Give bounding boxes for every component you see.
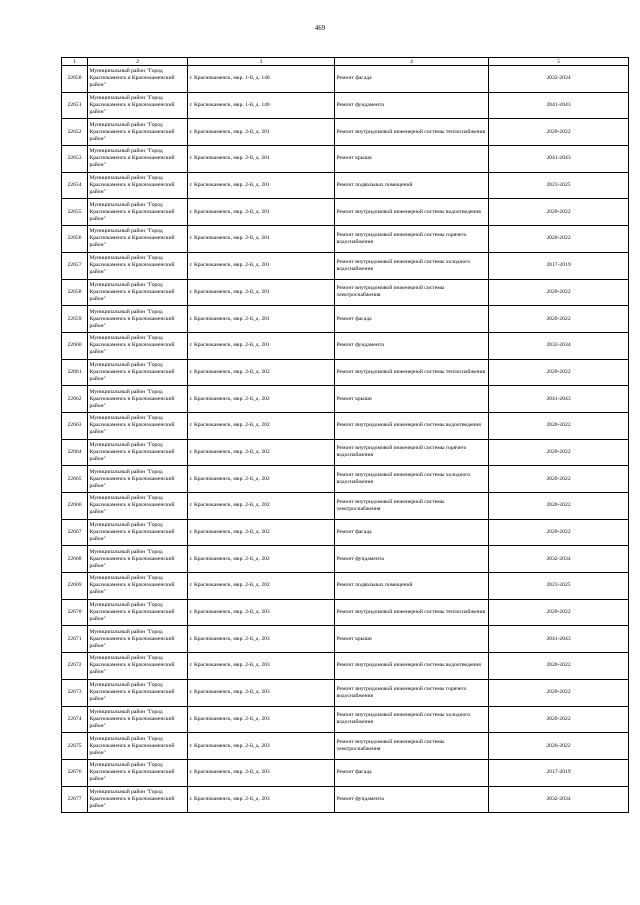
table-row	[62, 786, 629, 813]
column-header: 5	[489, 58, 629, 66]
table-row	[62, 439, 629, 466]
work-type-cell: Ремонт фундамента	[335, 92, 489, 119]
row-number: 22658	[62, 279, 88, 306]
row-number: 22667	[62, 519, 88, 546]
row-number: 22660	[62, 332, 88, 359]
period-cell: 2032-2034	[489, 66, 629, 93]
period-cell: 2020-2022	[489, 359, 629, 386]
work-type-cell: Ремонт крыши	[335, 146, 489, 173]
work-type-cell: Ремонт внутридомовой инженерной системы теплоснабжения	[335, 359, 489, 386]
municipality-cell: Муниципальный район "Город Краснокаменск и Краснокаменский район"	[88, 706, 188, 733]
address-cell: г. Краснокаменск, мкр. 2-й, д. 202	[188, 519, 335, 546]
table-row	[62, 519, 629, 546]
table-row	[62, 733, 629, 760]
period-cell: 2041-2043	[489, 386, 629, 413]
municipality-cell: Муниципальный район "Город Краснокаменск и Краснокаменский район"	[88, 306, 188, 333]
work-type-cell: Ремонт фундамента	[335, 546, 489, 573]
work-type-cell: Ремонт фасада	[335, 66, 489, 93]
work-type-cell: Ремонт фундамента	[335, 786, 489, 813]
address-cell: г. Краснокаменск, мкр. 2-й, д. 201	[188, 226, 335, 253]
period-cell: 2020-2022	[489, 519, 629, 546]
work-type-cell: Ремонт внутридомовой инженерной системы горячего водоснабжения	[335, 226, 489, 253]
row-number: 22672	[62, 653, 88, 680]
row-number: 22659	[62, 306, 88, 333]
work-type-cell: Ремонт подвальных помещений	[335, 573, 489, 600]
work-type-cell: Ремонт подвальных помещений	[335, 172, 489, 199]
municipality-cell: Муниципальный район "Город Краснокаменск и Краснокаменский район"	[88, 279, 188, 306]
work-type-cell: Ремонт внутридомовой инженерной системы холодного водоснабжения	[335, 706, 489, 733]
row-number: 22657	[62, 252, 88, 279]
municipality-cell: Муниципальный район "Город Краснокаменск и Краснокаменский район"	[88, 119, 188, 146]
municipality-cell: Муниципальный район "Город Краснокаменск и Краснокаменский район"	[88, 412, 188, 439]
address-cell: г. Краснокаменск, мкр. 2-й, д. 201	[188, 199, 335, 226]
period-cell: 2020-2022	[489, 306, 629, 333]
address-cell: г. Краснокаменск, мкр. 2-й, д. 201	[188, 279, 335, 306]
address-cell: г. Краснокаменск, мкр. 2-й, д. 202	[188, 493, 335, 520]
row-number: 22664	[62, 439, 88, 466]
table-row	[62, 146, 629, 173]
address-cell: г. Краснокаменск, мкр. 2-й, д. 203	[188, 679, 335, 706]
row-number: 22675	[62, 733, 88, 760]
row-number: 22665	[62, 466, 88, 493]
municipality-cell: Муниципальный район "Город Краснокаменск и Краснокаменский район"	[88, 146, 188, 173]
address-cell: г. Краснокаменск, мкр. 2-й, д. 201	[188, 172, 335, 199]
period-cell: 2020-2022	[489, 412, 629, 439]
municipality-cell: Муниципальный район "Город Краснокаменск и Краснокаменский район"	[88, 332, 188, 359]
period-cell: 2017-2019	[489, 252, 629, 279]
work-type-cell: Ремонт внутридомовой инженерной системы холодного водоснабжения	[335, 252, 489, 279]
municipality-cell: Муниципальный район "Город Краснокаменск и Краснокаменский район"	[88, 466, 188, 493]
address-cell: г. Краснокаменск, мкр. 2-й, д. 203	[188, 706, 335, 733]
period-cell: 2041-2043	[489, 626, 629, 653]
work-type-cell: Ремонт крыши	[335, 626, 489, 653]
address-cell: г. Краснокаменск, мкр. 2-й, д. 202	[188, 359, 335, 386]
address-cell: г. Краснокаменск, мкр. 2-й, д. 203	[188, 653, 335, 680]
work-type-cell: Ремонт внутридомовой инженерной системы электроснабжения	[335, 279, 489, 306]
table-row	[62, 679, 629, 706]
municipality-cell: Муниципальный район "Город Краснокаменск и Краснокаменский район"	[88, 626, 188, 653]
row-number: 22676	[62, 759, 88, 786]
table-row	[62, 199, 629, 226]
municipality-cell: Муниципальный район "Город Краснокаменск и Краснокаменский район"	[88, 172, 188, 199]
work-type-cell: Ремонт внутридомовой инженерной системы горячего водоснабжения	[335, 679, 489, 706]
address-cell: г. Краснокаменск, мкр. 1-й, д. 140	[188, 66, 335, 93]
municipality-cell: Муниципальный район "Город Краснокаменск и Краснокаменский район"	[88, 66, 188, 93]
address-cell: г. Краснокаменск, мкр. 2-й, д. 203	[188, 733, 335, 760]
municipality-cell: Муниципальный район "Город Краснокаменск и Краснокаменский район"	[88, 226, 188, 253]
column-header: 1	[62, 58, 88, 66]
period-cell: 2032-2034	[489, 332, 629, 359]
period-cell: 2020-2022	[489, 199, 629, 226]
column-header: 2	[88, 58, 188, 66]
table-row	[62, 279, 629, 306]
address-cell: г. Краснокаменск, мкр. 2-й, д. 202	[188, 439, 335, 466]
municipality-cell: Муниципальный район "Город Краснокаменск и Краснокаменский район"	[88, 386, 188, 413]
address-cell: г. Краснокаменск, мкр. 2-й, д. 202	[188, 386, 335, 413]
work-type-cell: Ремонт крыши	[335, 386, 489, 413]
table-row	[62, 306, 629, 333]
address-cell: г. Краснокаменск, мкр. 2-й, д. 201	[188, 306, 335, 333]
work-type-cell: Ремонт внутридомовой инженерной системы водоотведения	[335, 412, 489, 439]
address-cell: г. Краснокаменск, мкр. 2-й, д. 203	[188, 626, 335, 653]
work-type-cell: Ремонт внутридомовой инженерной системы теплоснабжения	[335, 119, 489, 146]
address-cell: г. Краснокаменск, мкр. 2-й, д. 202	[188, 412, 335, 439]
row-number: 22662	[62, 386, 88, 413]
work-type-cell: Ремонт внутридомовой инженерной системы электроснабжения	[335, 733, 489, 760]
work-type-cell: Ремонт внутридомовой инженерной системы теплоснабжения	[335, 599, 489, 626]
row-number: 22651	[62, 92, 88, 119]
table-row	[62, 573, 629, 600]
period-cell: 2020-2022	[489, 279, 629, 306]
table-row	[62, 759, 629, 786]
work-type-cell: Ремонт внутридомовой инженерной системы холодного водоснабжения	[335, 466, 489, 493]
address-cell: г. Краснокаменск, мкр. 2-й, д. 202	[188, 546, 335, 573]
table-row	[62, 706, 629, 733]
table-row	[62, 332, 629, 359]
period-cell: 2020-2022	[489, 119, 629, 146]
row-number: 22656	[62, 226, 88, 253]
address-cell: г. Краснокаменск, мкр. 2-й, д. 203	[188, 786, 335, 813]
row-number: 22663	[62, 412, 88, 439]
period-cell: 2023-2025	[489, 573, 629, 600]
municipality-cell: Муниципальный район "Город Краснокаменск и Краснокаменский район"	[88, 493, 188, 520]
municipality-cell: Муниципальный район "Город Краснокаменск и Краснокаменский район"	[88, 573, 188, 600]
table-row	[62, 493, 629, 520]
row-number: 22652	[62, 119, 88, 146]
period-cell: 2020-2022	[489, 439, 629, 466]
municipality-cell: Муниципальный район "Город Краснокаменск и Краснокаменский район"	[88, 252, 188, 279]
row-number: 22673	[62, 679, 88, 706]
address-cell: г. Краснокаменск, мкр. 2-й, д. 203	[188, 599, 335, 626]
period-cell: 2023-2025	[489, 172, 629, 199]
municipality-cell: Муниципальный район "Город Краснокаменск и Краснокаменский район"	[88, 199, 188, 226]
period-cell: 2020-2022	[489, 733, 629, 760]
period-cell: 2017-2019	[489, 759, 629, 786]
column-header: 3	[188, 58, 335, 66]
work-type-cell: Ремонт фундамента	[335, 332, 489, 359]
work-type-cell: Ремонт внутридомовой инженерной системы водоотведения	[335, 653, 489, 680]
row-number: 22655	[62, 199, 88, 226]
row-number: 22677	[62, 786, 88, 813]
address-cell: г. Краснокаменск, мкр. 2-й, д. 201	[188, 119, 335, 146]
row-number: 22674	[62, 706, 88, 733]
municipality-cell: Муниципальный район "Город Краснокаменск и Краснокаменский район"	[88, 679, 188, 706]
address-cell: г. Краснокаменск, мкр. 2-й, д. 202	[188, 466, 335, 493]
municipality-cell: Муниципальный район "Город Краснокаменск и Краснокаменский район"	[88, 599, 188, 626]
municipality-cell: Муниципальный район "Город Краснокаменск и Краснокаменский район"	[88, 546, 188, 573]
address-cell: г. Краснокаменск, мкр. 2-й, д. 201	[188, 146, 335, 173]
row-number: 22661	[62, 359, 88, 386]
table-body	[62, 66, 629, 813]
work-type-cell: Ремонт внутридомовой инженерной системы горячего водоснабжения	[335, 439, 489, 466]
column-header: 4	[335, 58, 489, 66]
municipality-cell: Муниципальный район "Город Краснокаменск и Краснокаменский район"	[88, 653, 188, 680]
row-number: 22671	[62, 626, 88, 653]
municipality-cell: Муниципальный район "Город Краснокаменск и Краснокаменский район"	[88, 439, 188, 466]
period-cell: 2020-2022	[489, 653, 629, 680]
row-number: 22650	[62, 66, 88, 93]
work-type-cell: Ремонт внутридомовой инженерной системы электроснабжения	[335, 493, 489, 520]
municipality-cell: Муниципальный район "Город Краснокаменск и Краснокаменский район"	[88, 359, 188, 386]
period-cell: 2020-2022	[489, 706, 629, 733]
page-number: 469	[314, 24, 326, 32]
table-row	[62, 626, 629, 653]
municipality-cell: Муниципальный район "Город Краснокаменск и Краснокаменский район"	[88, 786, 188, 813]
address-cell: г. Краснокаменск, мкр. 2-й, д. 201	[188, 252, 335, 279]
table-row	[62, 653, 629, 680]
municipality-cell: Муниципальный район "Город Краснокаменск и Краснокаменский район"	[88, 92, 188, 119]
work-type-cell: Ремонт внутридомовой инженерной системы водоотведения	[335, 199, 489, 226]
period-cell: 2020-2022	[489, 226, 629, 253]
repair-schedule-table	[61, 57, 629, 813]
work-type-cell: Ремонт фасада	[335, 759, 489, 786]
work-type-cell: Ремонт фасада	[335, 519, 489, 546]
row-number: 22666	[62, 493, 88, 520]
row-number: 22653	[62, 146, 88, 173]
municipality-cell: Муниципальный район "Город Краснокаменск и Краснокаменский район"	[88, 733, 188, 760]
table-row	[62, 386, 629, 413]
row-number: 22669	[62, 573, 88, 600]
table-row	[62, 466, 629, 493]
table-row	[62, 66, 629, 93]
municipality-cell: Муниципальный район "Город Краснокаменск и Краснокаменский район"	[88, 759, 188, 786]
table-row	[62, 412, 629, 439]
table-row	[62, 546, 629, 573]
period-cell: 2020-2022	[489, 679, 629, 706]
period-cell: 2041-2043	[489, 92, 629, 119]
row-number: 22668	[62, 546, 88, 573]
address-cell: г. Краснокаменск, мкр. 1-й, д. 140	[188, 92, 335, 119]
table-row	[62, 172, 629, 199]
work-type-cell: Ремонт фасада	[335, 306, 489, 333]
period-cell: 2020-2022	[489, 493, 629, 520]
table-row	[62, 92, 629, 119]
address-cell: г. Краснокаменск, мкр. 2-й, д. 203	[188, 759, 335, 786]
period-cell: 2032-2034	[489, 786, 629, 813]
table-header-row	[62, 58, 629, 66]
period-cell: 2032-2034	[489, 546, 629, 573]
period-cell: 2020-2022	[489, 599, 629, 626]
address-cell: г. Краснокаменск, мкр. 2-й, д. 201	[188, 332, 335, 359]
table-row	[62, 252, 629, 279]
row-number: 22654	[62, 172, 88, 199]
address-cell: г. Краснокаменск, мкр. 2-й, д. 202	[188, 573, 335, 600]
table-row	[62, 119, 629, 146]
period-cell: 2041-2043	[489, 146, 629, 173]
table-row	[62, 359, 629, 386]
period-cell: 2020-2022	[489, 466, 629, 493]
table-row	[62, 226, 629, 253]
row-number: 22670	[62, 599, 88, 626]
table-row	[62, 599, 629, 626]
municipality-cell: Муниципальный район "Город Краснокаменск и Краснокаменский район"	[88, 519, 188, 546]
